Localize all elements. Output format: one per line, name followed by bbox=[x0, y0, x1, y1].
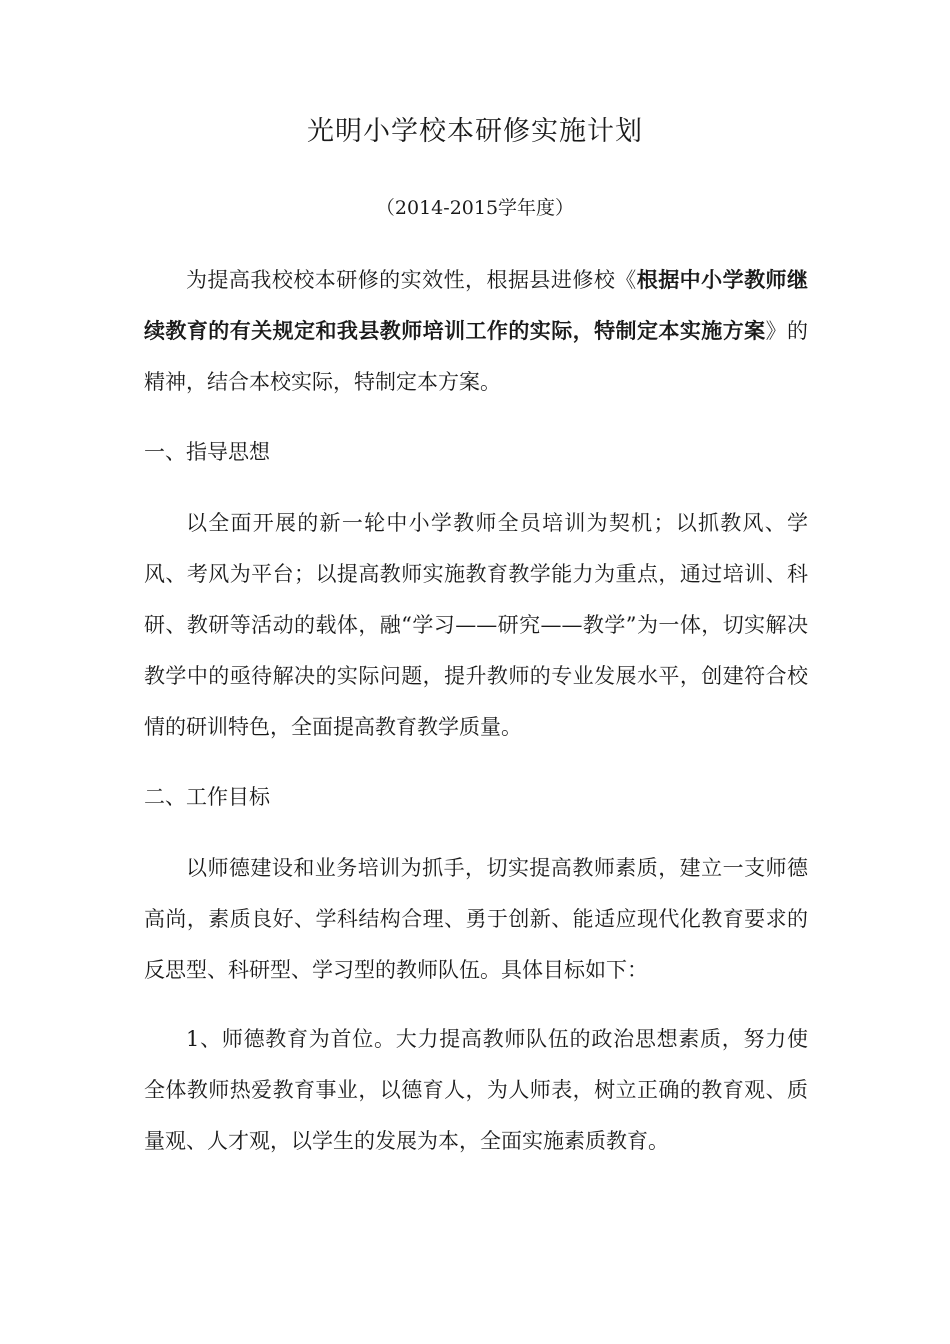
intro-tail: 》的精神，结合本校实际，特制定本方案。 bbox=[144, 319, 809, 394]
page-subtitle: （2014-2015学年度） bbox=[375, 197, 575, 219]
section-heading-work-goals: 二、工作目标 bbox=[144, 785, 270, 809]
page-title: 光明小学校本研修实施计划 bbox=[307, 116, 643, 147]
intro-lead: 为提高我校校本研修的实效性，根据县进修校《 bbox=[186, 268, 637, 292]
section-heading-guiding-thought: 一、指导思想 bbox=[144, 440, 270, 464]
paragraph-goal-item-1: 1、师德教育为首位。大力提高教师队伍的政治思想素质，努力使全体教师热爱教育事业，以德育人，为人师表，树立正确的教育观、质量观、人才观，以学生的发展为本，全面实施素质教育。 bbox=[144, 1027, 808, 1153]
intro-paragraph bbox=[144, 255, 808, 408]
intro-emphasis: 根据中小学教师继续教育的有关规定和我县教师培训工作的实际，特制定本实施方案 bbox=[144, 268, 808, 343]
paragraph-work-goals: 以师德建设和业务培训为抓手，切实提高教师素质，建立一支师德高尚，素质良好、学科结构合理、勇于创新、能适应现代化教育要求的反思型、科研型、学习型的教师队伍。具体目标如下： bbox=[144, 856, 808, 982]
paragraph-guiding-thought: 以全面开展的新一轮中小学教师全员培训为契机；以抓教风、学风、考风为平台；以提高教师实施教育教学能力为重点，通过培训、科研、教研等活动的载体，融“学习——研究——教学”为一体，切实解决教学中的亟待解决的实际问题，提升教师的专业发展水平，创建符合校情的研训特色，全面提高教育教学质量。 bbox=[144, 511, 808, 739]
